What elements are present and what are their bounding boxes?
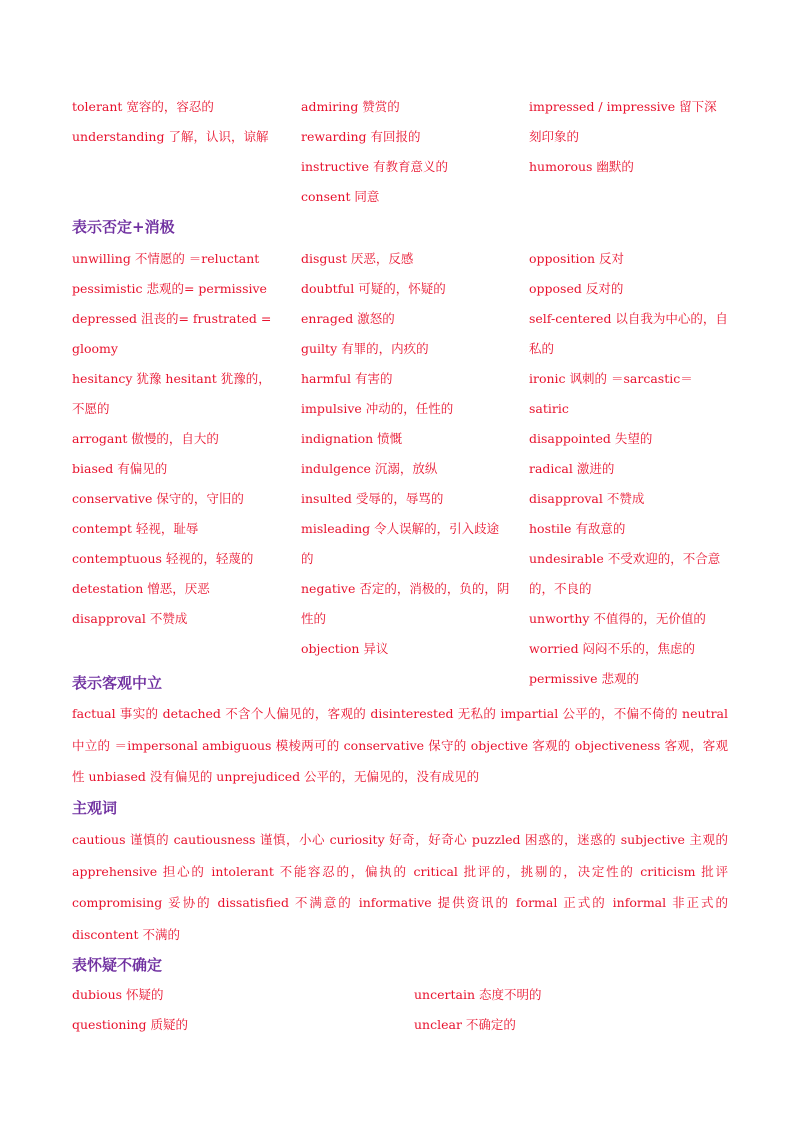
vocab-entry: harmful 有害的 (301, 371, 393, 386)
vocab-entry: contemptuous 轻视的，轻蔑的 (72, 551, 254, 566)
vocab-entry: rewarding 有回报的 (301, 129, 421, 144)
section2-col1 (72, 244, 274, 634)
vocab-entry: disappointed 失望的 (529, 431, 653, 446)
vocab-entry: dubious 怀疑的 (72, 987, 164, 1002)
vocab-entry: doubtful 可疑的，怀疑的 (301, 281, 446, 296)
vocab-entry: admiring 赞赏的 (301, 99, 400, 114)
vocab-entry: opposed 反对的 (529, 281, 624, 296)
vocab-entry: consent 同意 (301, 189, 380, 204)
vocab-entry: pessimistic 悲观的= permissive (72, 281, 267, 296)
section2-col3 (529, 244, 729, 694)
section-heading-negative: 表示否定+消极 (72, 218, 175, 236)
vocab-entry: understanding 了解，认识，谅解 (72, 129, 269, 144)
vocab-entry: hesitancy 犹豫 hesitant 犹豫的，不愿的 (72, 371, 271, 416)
section-heading-doubt: 表怀疑不确定 (72, 956, 163, 974)
vocab-entry: conservative 保守的，守旧的 (72, 491, 244, 506)
vocab-entry: insulted 受辱的，辱骂的 (301, 491, 444, 506)
vocab-entry: objection 异议 (301, 641, 389, 656)
vocab-entry: contempt 轻视，耻辱 (72, 521, 199, 536)
vocab-entry: unclear 不确定的 (414, 1017, 516, 1032)
vocab-entry: negative 否定的，消极的，负的，阴性的 (301, 581, 510, 626)
vocab-entry: uncertain 态度不明的 (414, 987, 542, 1002)
section-heading-subjective: 主观词 (72, 799, 118, 817)
section1-col1 (72, 92, 272, 152)
vocab-entry: opposition 反对 (529, 251, 625, 266)
vocab-entry: humorous 幽默的 (529, 159, 634, 174)
vocab-entry: tolerant 宽容的，容忍的 (72, 99, 214, 114)
section2-col2 (301, 244, 511, 664)
vocab-entry: enraged 激怒的 (301, 311, 395, 326)
vocab-entry: impulsive 冲动的，任性的 (301, 401, 454, 416)
vocab-entry: permissive 悲观的 (529, 671, 639, 686)
vocab-entry: undesirable 不受欢迎的，不合意的，不良的 (529, 551, 721, 596)
vocab-entry: biased 有偏见的 (72, 461, 168, 476)
vocab-entry: depressed 沮丧的= frustrated = gloomy (72, 311, 272, 356)
vocab-entry: guilty 有罪的，内疚的 (301, 341, 429, 356)
section5-col2 (414, 980, 714, 1040)
vocab-entry: instructive 有教育意义的 (301, 159, 448, 174)
vocab-entry: misleading 令人误解的，引入歧途的 (301, 521, 500, 566)
vocab-entry: ironic 讽刺的 ＝sarcastic＝satiric (529, 371, 693, 416)
section5-col1 (72, 980, 372, 1040)
vocab-entry: questioning 质疑的 (72, 1017, 188, 1032)
vocab-entry: radical 激进的 (529, 461, 615, 476)
section1-col2 (301, 92, 511, 212)
vocab-entry: indignation 愤慨 (301, 431, 403, 446)
vocab-entry: arrogant 傲慢的，自大的 (72, 431, 219, 446)
vocab-entry: disgust 厌恶，反感 (301, 251, 414, 266)
vocab-entry: indulgence 沉溺，放纵 (301, 461, 438, 476)
vocab-entry: disapproval 不赞成 (529, 491, 645, 506)
vocab-entry: unwilling 不情愿的 ＝reluctant (72, 251, 260, 266)
vocab-entry: disapproval 不赞成 (72, 611, 188, 626)
subjective-words-paragraph: cautious 谨慎的 cautiousness 谨慎，小心 curiosity 好奇，好奇心 puzzled 困惑的，迷惑的 subjective 主观的 apprehensive 担心的 intolerant 不能容忍的，偏执的 critical 批评的，挑剔的，决定性的 criticism 批评 compromising 妥协的 dissatisfied 不满意的 informative 提供资讯的 formal 正式的 informal 非正式的 discontent 不满的 (72, 832, 728, 942)
vocab-entry: hostile 有敌意的 (529, 521, 626, 536)
vocab-entry: detestation 憎恶，厌恶 (72, 581, 210, 596)
vocab-entry: worried 闷闷不乐的，焦虑的 (529, 641, 696, 656)
section-heading-objective: 表示客观中立 (72, 674, 163, 692)
vocab-entry: unworthy 不值得的，无价值的 (529, 611, 706, 626)
section1-col3 (529, 92, 729, 182)
vocab-entry: self-centered 以自我为中心的，自私的 (529, 311, 728, 356)
objective-words-paragraph: factual 事实的 detached 不含个人偏见的，客观的 disinterested 无私的 impartial 公平的，不偏不倚的 neutral 中立的 ＝impersonal ambiguous 模棱两可的 conservative 保守的 objective 客观的 objectiveness 客观，客观性 unbiased 没有偏见的 unprejudiced 公平的，无偏见的，没有成见的 (72, 706, 728, 784)
vocab-entry: impressed / impressive 留下深刻印象的 (529, 99, 717, 144)
